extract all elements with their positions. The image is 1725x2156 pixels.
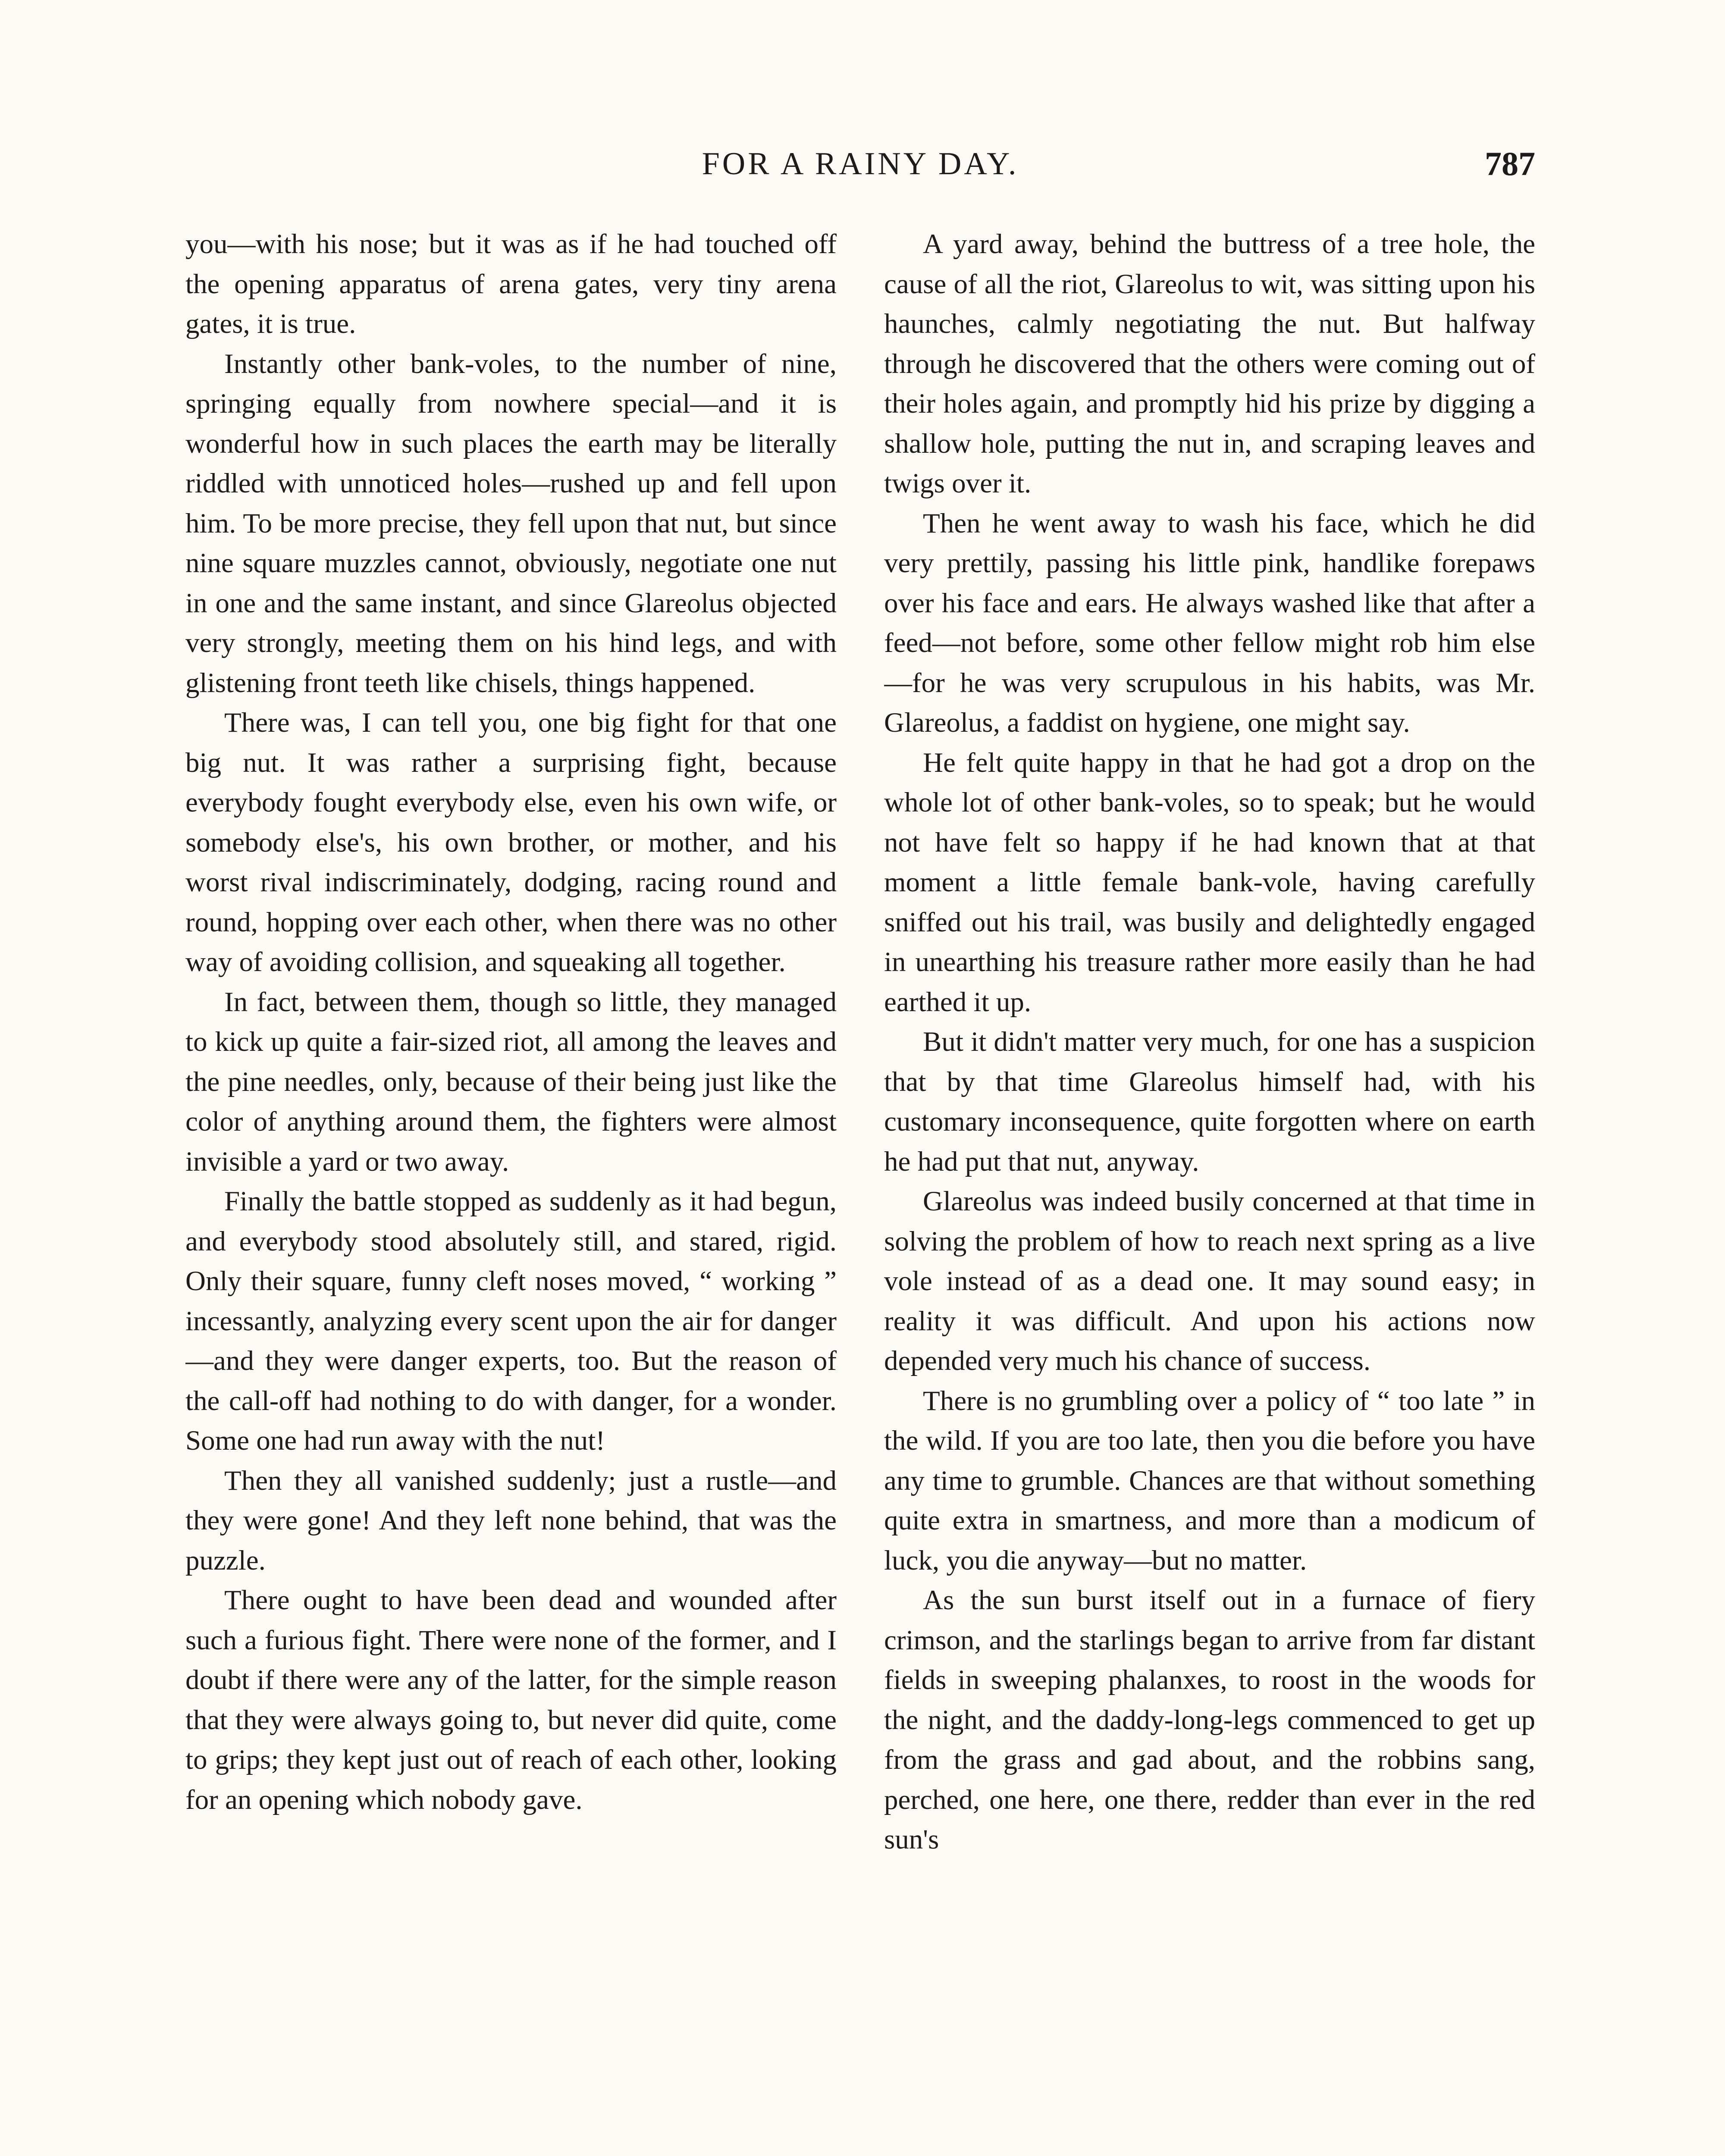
paragraph: But it didn't matter very much, for one has a suspicion that by that time Glareolus himself had, with his customary inconsequence, quite forgotten where on earth he had put that nut, anyway. [884, 1026, 1535, 1177]
left-column [185, 224, 837, 2156]
paragraph: There ought to have been dead and wounded after such a furious fight. There were none of the former, and I doubt if there were any of the latter, for the simple reason that they were always going to, but never did quite, come to grips; they kept just out of reach of each other, looking for an opening which nobody gave. [185, 1585, 837, 1815]
text-columns [185, 224, 1535, 2156]
running-title: FOR A RAINY DAY. [702, 146, 1019, 182]
paragraph: you—with his nose; but it was as if he had touched off the opening apparatus of arena gates, very tiny arena gates, it is true. [185, 229, 837, 339]
paragraph: Instantly other bank-voles, to the number of nine, springing equally from nowhere special—and it is wonderful how in such places the earth may be literally riddled with unnoticed holes—rushed up and fell upon him. To be more precise, they fell upon that nut, but since nine square muzzles cannot, obviously, negotiate one nut in one and the same instant, and since Glareolus objected very strongly, meeting them on his hind legs, and with glistening front teeth like chisels, things happened. [185, 348, 837, 699]
paragraph: Glareolus was indeed busily concerned at that time in solving the problem of how to reach next spring as a live vole instead of as a dead one. It may sound easy; in reality it was difficult. And upon his actions now depended very much his chance of success. [884, 1186, 1535, 1376]
paragraph: In fact, between them, though so little, they managed to kick up quite a fair-sized riot, all among the leaves and the pine needles, only, because of their being just like the color of anything around them, the fighters were almost invisible a yard or two away. [185, 986, 837, 1177]
paragraph: Finally the battle stopped as suddenly as it had begun, and everybody stood absolutely still, and stared, rigid. Only their square, funny cleft noses moved, “ working ” incessantly, analyzing every scent upon the air for danger—and they were danger experts, too. But the reason of the call-off had nothing to do with danger, for a wonder. Some one had run away with the nut! [185, 1186, 837, 1456]
running-head [185, 142, 1535, 190]
paragraph: A yard away, behind the buttress of a tree hole, the cause of all the riot, Glareolus to wit, was sitting upon his haunches, calmly negotiating the nut. But halfway through he discovered that the others were coming out of their holes again, and promptly hid his prize by digging a shallow hole, putting the nut in, and scraping leaves and twigs over it. [884, 229, 1535, 499]
page-number: 787 [1485, 145, 1535, 182]
paragraph: Then they all vanished suddenly; just a rustle—and they were gone! And they left none behind, that was the puzzle. [185, 1465, 837, 1576]
right-column [884, 224, 1535, 2156]
paragraph: There is no grumbling over a policy of “ too late ” in the wild. If you are too late, then you die before you have any time to grumble. Chances are that without something quite extra in smartness, and more than a modicum of luck, you die anyway—but no matter. [884, 1385, 1535, 1576]
paragraph: Then he went away to wash his face, which he did very prettily, passing his little pink, handlike forepaws over his face and ears. He always washed like that after a feed—not before, some other fellow might rob him else—for he was very scrupulous in his habits, was Mr. Glareolus, a faddist on hygiene, one might say. [884, 508, 1535, 738]
paragraph: He felt quite happy in that he had got a drop on the whole lot of other bank-voles, so to speak; but he would not have felt so happy if he had known that at that moment a little female bank-vole, having carefully sniffed out his trail, was busily and delightedly engaged in unearthing his treasure rather more easily than he had earthed it up. [884, 747, 1535, 1018]
paragraph: There was, I can tell you, one big fight for that one big nut. It was rather a surprising fight, because everybody fought everybody else, even his own wife, or somebody else's, his own brother, or mother, and his worst rival indiscriminately, dodging, racing round and round, hopping over each other, when there was no other way of avoiding collision, and squeaking all together. [185, 707, 837, 978]
paragraph: As the sun burst itself out in a furnace of fiery crimson, and the starlings began to arrive from far distant fields in sweeping phalanxes, to roost in the woods for the night, and the daddy-long-legs commenced to get up from the grass and gad about, and the robbins sang, perched, one here, one there, redder than ever in the red sun's [884, 1585, 1535, 1855]
